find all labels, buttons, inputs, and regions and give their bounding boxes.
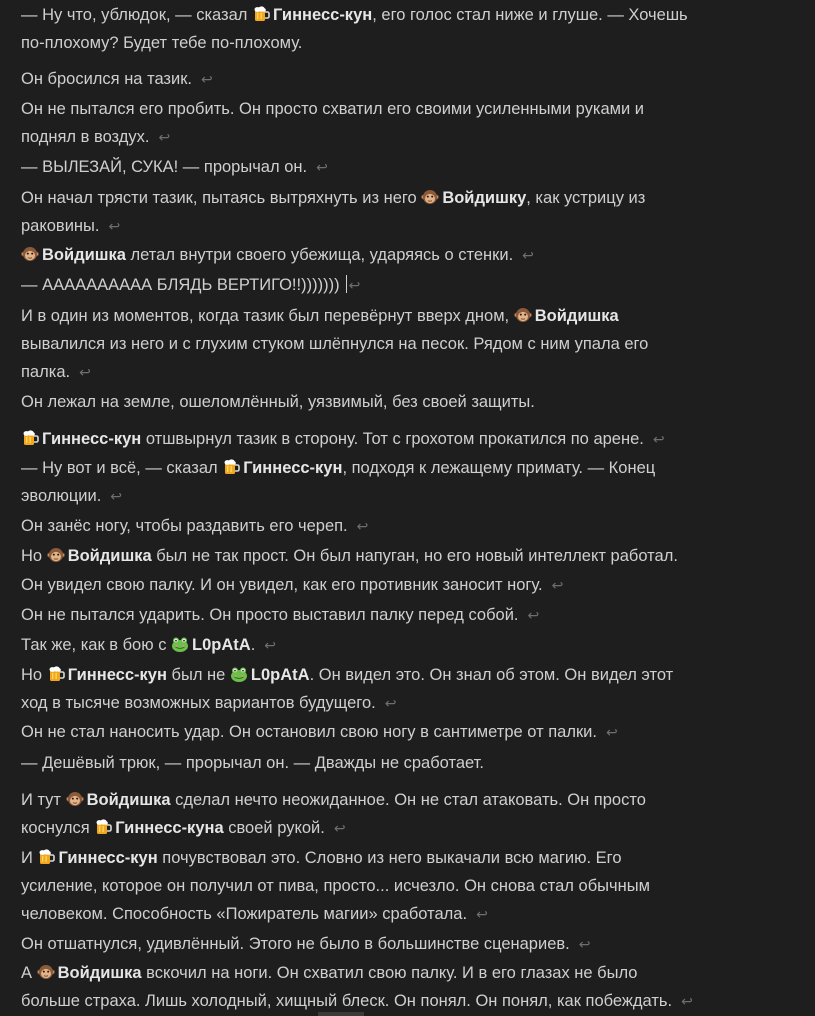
- monkey-face-icon: [66, 790, 84, 808]
- monkey-face-icon: [421, 188, 439, 206]
- return-icon: ↩: [264, 637, 277, 653]
- return-icon: ↩: [578, 936, 591, 952]
- scrollbar-thumb[interactable]: [318, 1012, 364, 1016]
- text-line: Он не пытался ударить. Он просто выставил палку перед собой. ↩: [21, 606, 540, 624]
- text-line: Он начал трясти тазик, пытаясь вытряхнуть из него Войдишку, как устрицу из: [21, 189, 646, 207]
- character-guinness: Гиннесс-кун: [58, 849, 158, 867]
- return-icon: ↩: [652, 431, 665, 447]
- character-guinness: Гиннесс-кун: [243, 459, 343, 477]
- text-line: — ВЫЛЕЗАЙ, СУКА! — прорычал он. ↩: [21, 158, 328, 176]
- return-icon: ↩: [333, 820, 346, 836]
- text-line: Но Гиннесс-кун был не L0pAtA. Он видел это. Он знал об этом. Он видел этот: [21, 666, 674, 684]
- character-voidishka: Войдишка: [57, 964, 142, 982]
- character-voidishka: Войдишка: [67, 547, 152, 565]
- return-icon: ↩: [158, 129, 171, 145]
- return-icon: ↩: [551, 577, 564, 593]
- frog-face-icon: [171, 635, 189, 653]
- character-guinness: Гиннесс-кун: [272, 6, 373, 24]
- return-icon: ↩: [356, 518, 369, 534]
- text-line: вывалился из него и с глухим стуком шлёпнулся на песок. Рядом с ним упала его: [21, 335, 649, 353]
- return-icon: ↩: [348, 277, 361, 293]
- return-icon: ↩: [681, 993, 693, 1009]
- text-line: Он бросился на тазик. ↩: [21, 70, 213, 88]
- monkey-face-icon: [514, 306, 532, 324]
- monkey-face-icon: [21, 245, 39, 263]
- text-cursor: [346, 275, 347, 293]
- text-line: Гиннесс-кун отшвырнул тазик в сторону. Тот с грохотом прокатился по арене. ↩: [21, 425, 665, 453]
- text-line: Он лежал на земле, ошеломлённый, уязвимый, без своей защиты.: [21, 393, 535, 411]
- character-guinness: Гиннесс-кун: [67, 666, 167, 684]
- beer-mug-icon: [21, 429, 39, 447]
- return-icon: ↩: [201, 71, 213, 87]
- beer-mug-icon: [252, 5, 270, 23]
- text-line: Он не пытался его пробить. Он просто схватил его своими усиленными руками и: [21, 100, 644, 118]
- text-line: Но Войдишка был не так прост. Он был напуган, но его новый интеллект работал.: [21, 547, 678, 565]
- character-lopata: L0pAtA: [192, 636, 251, 654]
- text-line: А Войдишка вскочил на ноги. Он схватил свою палку. И в его глазах не было: [21, 964, 638, 982]
- text-line: — Ну вот и всё, — сказал Гиннесс-кун, подходя к лежащему примату. — Конец: [21, 459, 656, 477]
- character-voidishka: Войдишка: [42, 246, 126, 264]
- return-icon: ↩: [110, 488, 123, 504]
- beer-mug-icon: [37, 848, 55, 866]
- return-icon: ↩: [606, 724, 618, 740]
- return-icon: ↩: [384, 695, 397, 711]
- return-icon: ↩: [527, 607, 540, 623]
- text-line: Войдишка летал внутри своего убежища, ударяясь о стенки. ↩: [21, 241, 534, 269]
- text-line: по-плохому? Будет тебе по-плохому.: [21, 34, 303, 52]
- character-guinness: Гиннесс-куна: [115, 819, 224, 837]
- text-line: Он отшатнулся, удивлённый. Этого не было в большинстве сценариев. ↩: [21, 935, 591, 953]
- text-line: поднял в воздух. ↩: [21, 128, 171, 146]
- text-line: ход в тысяче возможных вариантов будущего. ↩: [21, 694, 397, 712]
- beer-mug-icon: [222, 458, 240, 476]
- text-line: — АААААААААА БЛЯДЬ ВЕРТИГО!!))))))) ↩: [21, 276, 361, 294]
- character-guinness: Гиннесс-кун: [42, 430, 142, 448]
- character-voidishka: Войдишка: [534, 307, 619, 325]
- text-line: больше страха. Лишь холодный, хищный блеск. Он понял. Он понял, как побеждать. ↩: [21, 992, 693, 1010]
- text-line: И тут Войдишка сделал нечто неожиданное. Он не стал атаковать. Он просто: [21, 791, 646, 809]
- text-line: эволюции. ↩: [21, 487, 123, 505]
- text-line: Так же, как в бою с L0pAtA. ↩: [21, 636, 277, 654]
- text-line: раковины. ↩: [21, 217, 121, 235]
- text-line: — Дешёвый трюк, — прорычал он. — Дважды не сработает.: [21, 754, 484, 772]
- beer-mug-icon: [94, 818, 112, 836]
- text-line: — Ну что, ублюдок, — сказал Гиннесс-кун, его голос стал ниже и глуше. — Хочешь: [21, 6, 688, 24]
- text-line: Он не стал наносить удар. Он остановил свою ногу в сантиметре от палки. ↩: [21, 723, 618, 741]
- return-icon: ↩: [108, 218, 121, 234]
- return-icon: ↩: [476, 906, 488, 922]
- text-line: И в один из моментов, когда тазик был перевёрнут вверх дном, Войдишка: [21, 307, 619, 325]
- return-icon: ↩: [79, 364, 91, 380]
- text-line: Он увидел свою палку. И он увидел, как его противник заносит ногу. ↩: [21, 576, 564, 594]
- return-icon: ↩: [316, 159, 328, 175]
- monkey-face-icon: [37, 963, 55, 981]
- text-line: И Гиннесс-кун почувствовал это. Словно из него выкачали всю магию. Его: [21, 849, 622, 867]
- text-line: человеком. Способность «Пожиратель магии» сработала. ↩: [21, 905, 488, 923]
- beer-mug-icon: [47, 665, 65, 683]
- monkey-face-icon: [47, 546, 65, 564]
- character-voidishka: Войдишка: [86, 791, 171, 809]
- character-voidishka: Войдишку: [442, 189, 527, 207]
- return-icon: ↩: [522, 247, 534, 263]
- horizontal-scrollbar[interactable]: [0, 1012, 815, 1016]
- text-line: коснулся Гиннесс-куна своей рукой. ↩: [21, 819, 346, 837]
- frog-face-icon: [230, 665, 248, 683]
- text-line: усиление, которое он получил от пива, просто... исчезло. Он снова стал обычным: [21, 877, 650, 895]
- text-line: Он занёс ногу, чтобы раздавить его череп. ↩: [21, 517, 369, 535]
- character-lopata: L0pAtA: [250, 666, 310, 684]
- text-line: палка. ↩: [21, 363, 91, 381]
